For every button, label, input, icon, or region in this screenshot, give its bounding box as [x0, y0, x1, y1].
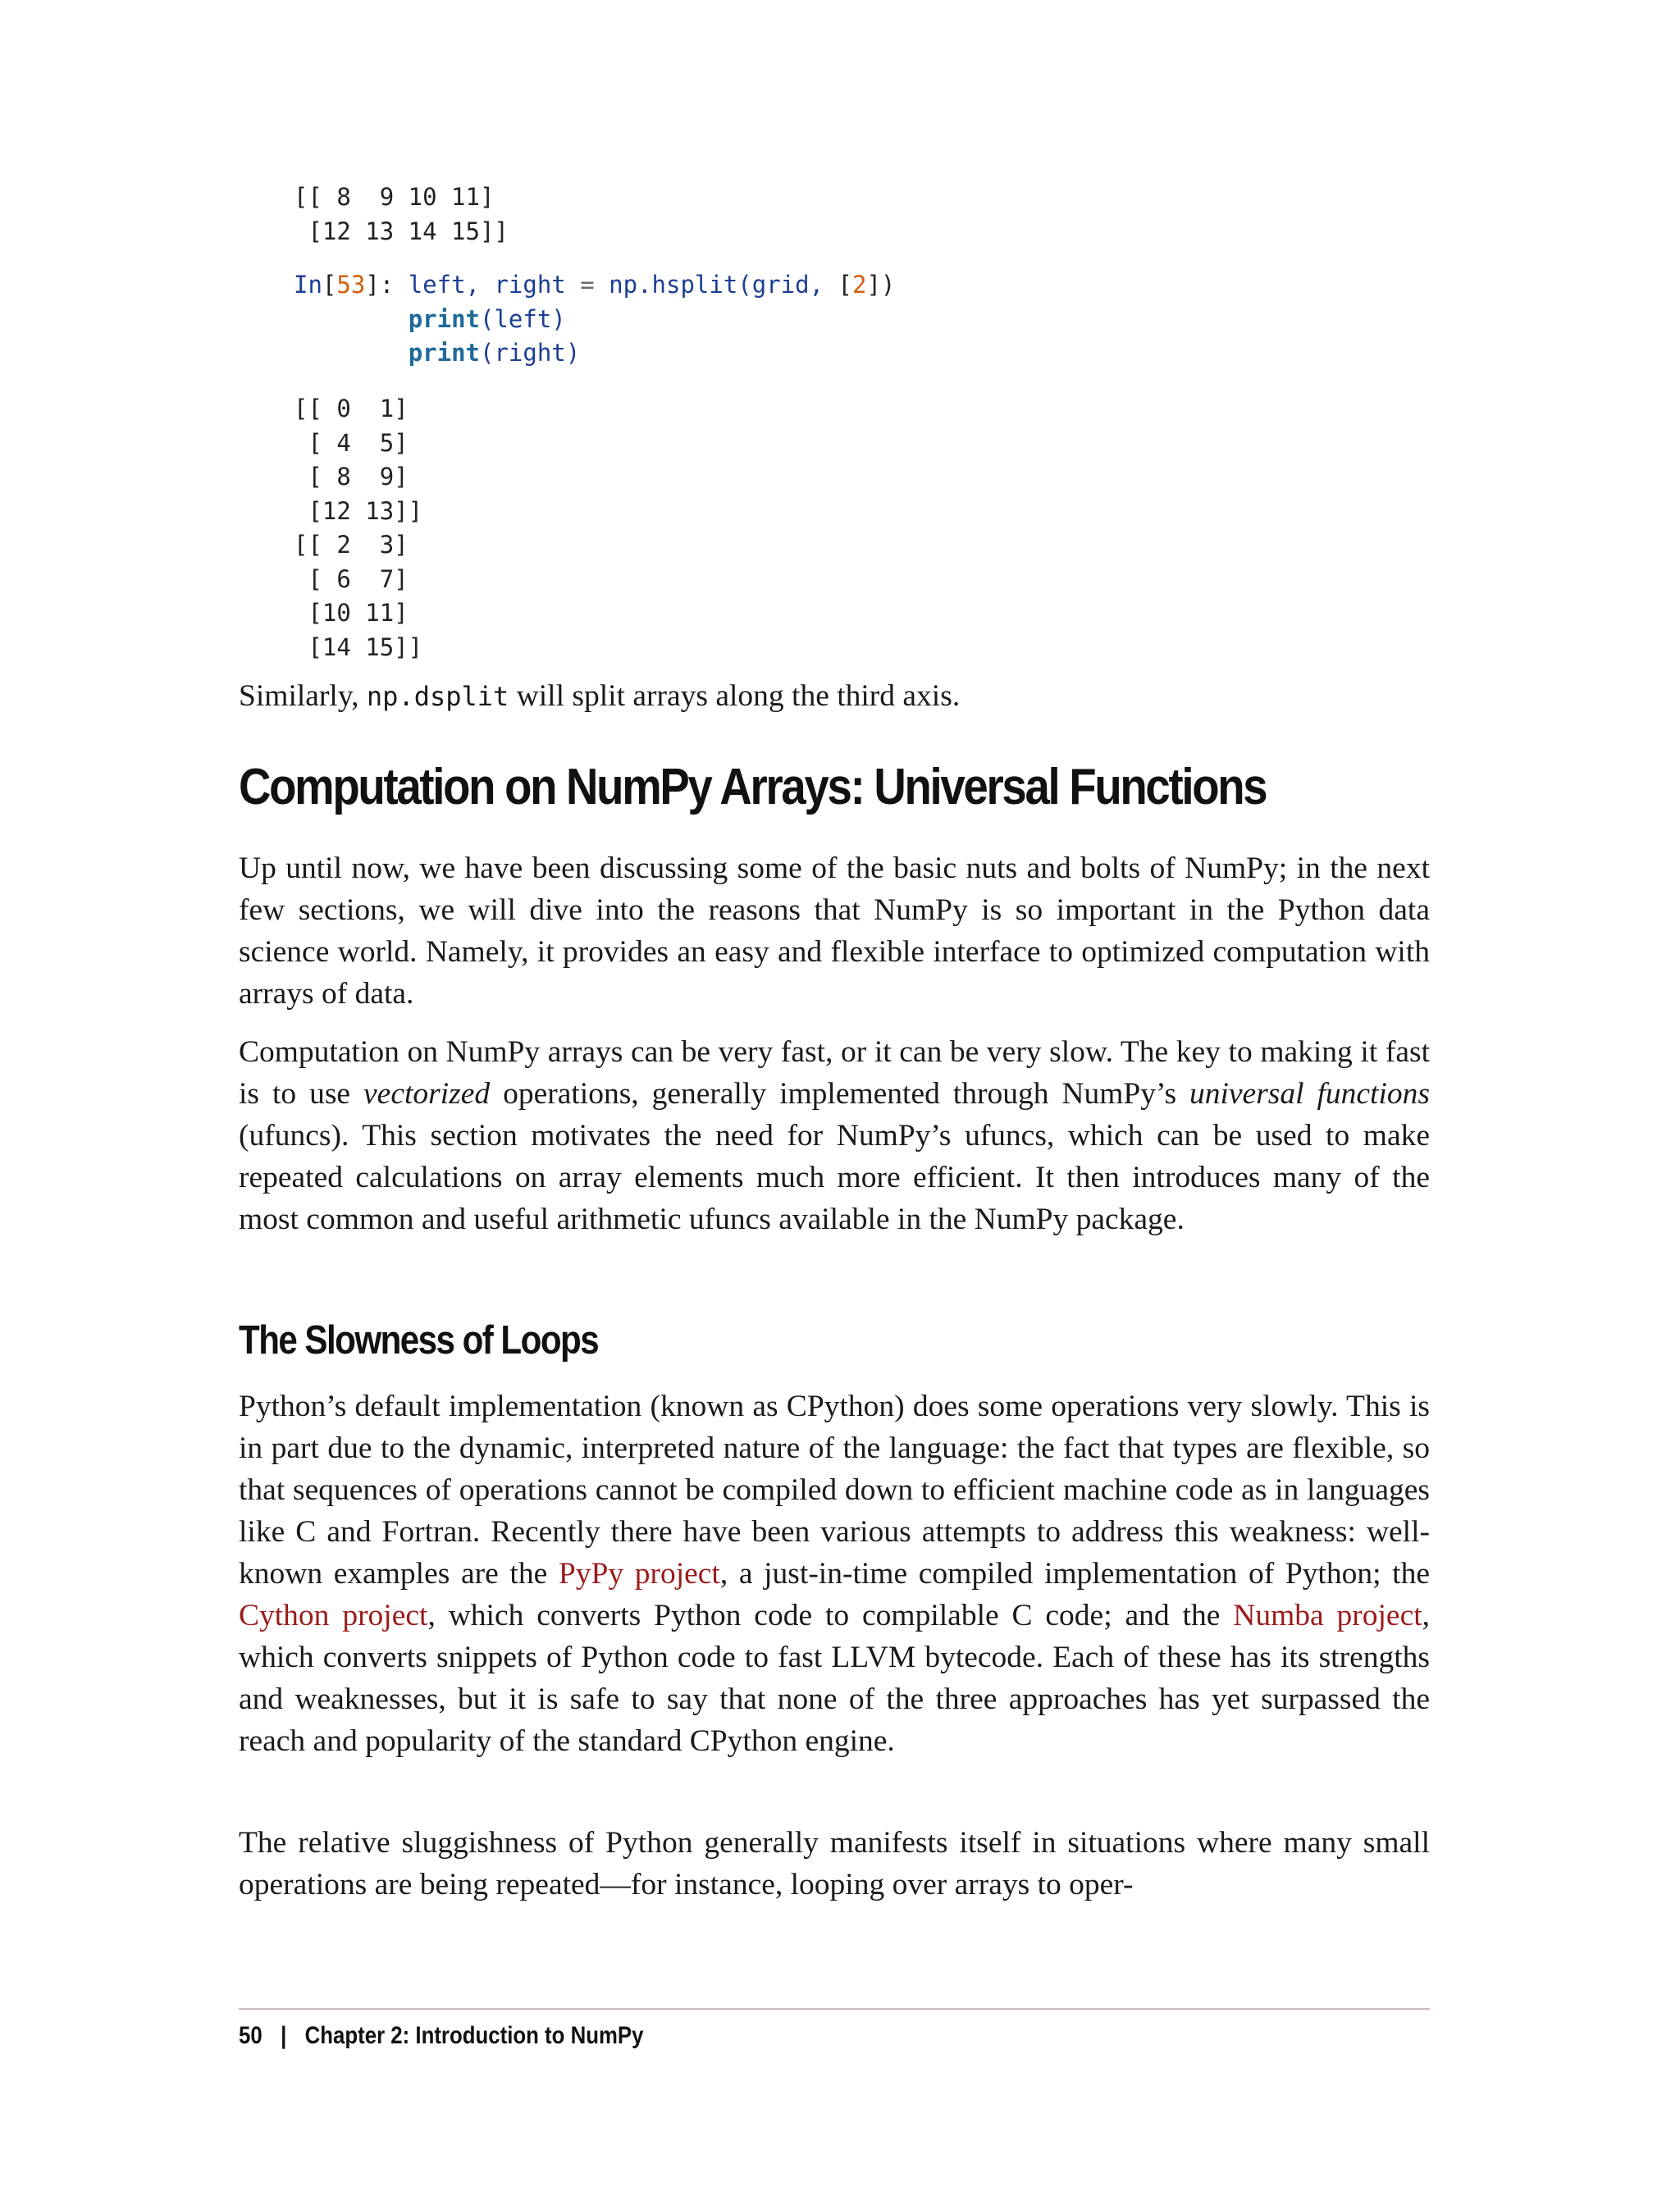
text-span: Computation on NumPy arrays can be very fast, or it can be very slow. The key to making it fast is to use — [239, 1035, 1430, 1111]
code-prompt: In — [294, 271, 322, 299]
code-output-block: [[ 8 9 10 11] [12 13 14 15]] — [294, 183, 509, 245]
code-print-fn: print — [408, 339, 480, 367]
code-call: np.hsplit(grid, — [609, 271, 838, 299]
paragraph-vectorized — [239, 1031, 1430, 1240]
paragraph-sluggish: The relative sluggishness of Python generally manifests itself in situations where many small operations are being repeated—for instance, looping over arrays to oper- — [239, 1826, 1430, 1901]
paragraph-dsplit — [239, 675, 1430, 718]
code-cell-number: 53 — [336, 271, 366, 299]
code-bracket-close: ]: — [365, 271, 409, 299]
text-span: will split arrays along the third axis. — [509, 679, 961, 713]
code-input-block — [294, 268, 895, 371]
footer-separator: | — [281, 2022, 287, 2049]
text-span: , which converts Python code to compilable C code; and the — [427, 1599, 1234, 1632]
code-vars: left, right — [408, 271, 566, 299]
pypy-project-link[interactable]: PyPy project — [558, 1557, 720, 1591]
chapter-title: Chapter 2: Introduction to NumPy — [304, 2022, 644, 2049]
page-footer — [239, 2022, 643, 2050]
subsection-heading: The Slowness of Loops — [239, 1318, 599, 1363]
footer-divider — [239, 2008, 1430, 2010]
code-print-fn: print — [408, 304, 480, 333]
paragraph-slowness — [239, 1386, 1430, 1762]
text-span: , a just-in-time compiled implementation of Python; the — [719, 1557, 1430, 1591]
code-print-arg: (right) — [480, 339, 581, 367]
code-arg-close: ]) — [866, 271, 896, 299]
emphasis-text: vectorized — [363, 1077, 491, 1111]
emphasis-text: universal functions — [1189, 1077, 1430, 1111]
text-span: Similarly, — [239, 679, 367, 713]
code-output-block: [[ 0 1] [ 4 5] [ 8 9] [12 13]] [[ 2 3] [ 6 7] [10 11] [14 15]] — [294, 395, 423, 661]
cython-project-link[interactable]: Cython project — [239, 1599, 428, 1632]
section-heading: Computation on NumPy Arrays: Universal Functions — [239, 759, 1267, 815]
code-bracket-open: [ — [322, 271, 337, 299]
numba-project-link[interactable]: Numba project — [1233, 1599, 1422, 1632]
code-arg-number: 2 — [852, 271, 867, 299]
text-span: Python’s default implementation (known as CPython) does some operations very slowly. This is in part due to the dynamic, interpreted nature of the language: the fact that types are flexible, so that sequences of operations cannot be compiled down to efficient machine code as in languages like C and Fortran. Recently there have been various attempts to address this weakness: well-known examples are the — [239, 1390, 1430, 1591]
inline-code: np.dsplit — [366, 681, 509, 712]
code-operator: = — [580, 271, 595, 299]
code-print-arg: (left) — [480, 304, 566, 333]
text-span: (ufuncs). This section motivates the need for NumPy’s ufuncs, which can be used to make repeated calculations on array elements much more efficient. It then introduces many of the most common and useful arithmetic ufuncs available in the NumPy package. — [239, 1119, 1430, 1236]
page-number: 50 — [239, 2022, 262, 2049]
text-span: , which converts snippets of Python code to fast LLVM bytecode. Each of these has its strengths and weaknesses, but it is safe to say that none of the three approaches has yet surpassed the reach and popularity of the standard CPython engine. — [239, 1599, 1431, 1758]
code-arg-open: [ — [838, 271, 852, 299]
paragraph-intro: Up until now, we have been discussing some of the basic nuts and bolts of NumPy; in the next few sections, we will dive into the reasons that NumPy is so important in the Python data science world. Namely, it provides an easy and flexible interface to optimized computation with arrays of data. — [239, 851, 1430, 1011]
text-span: operations, generally implemented through NumPy’s — [490, 1077, 1189, 1111]
